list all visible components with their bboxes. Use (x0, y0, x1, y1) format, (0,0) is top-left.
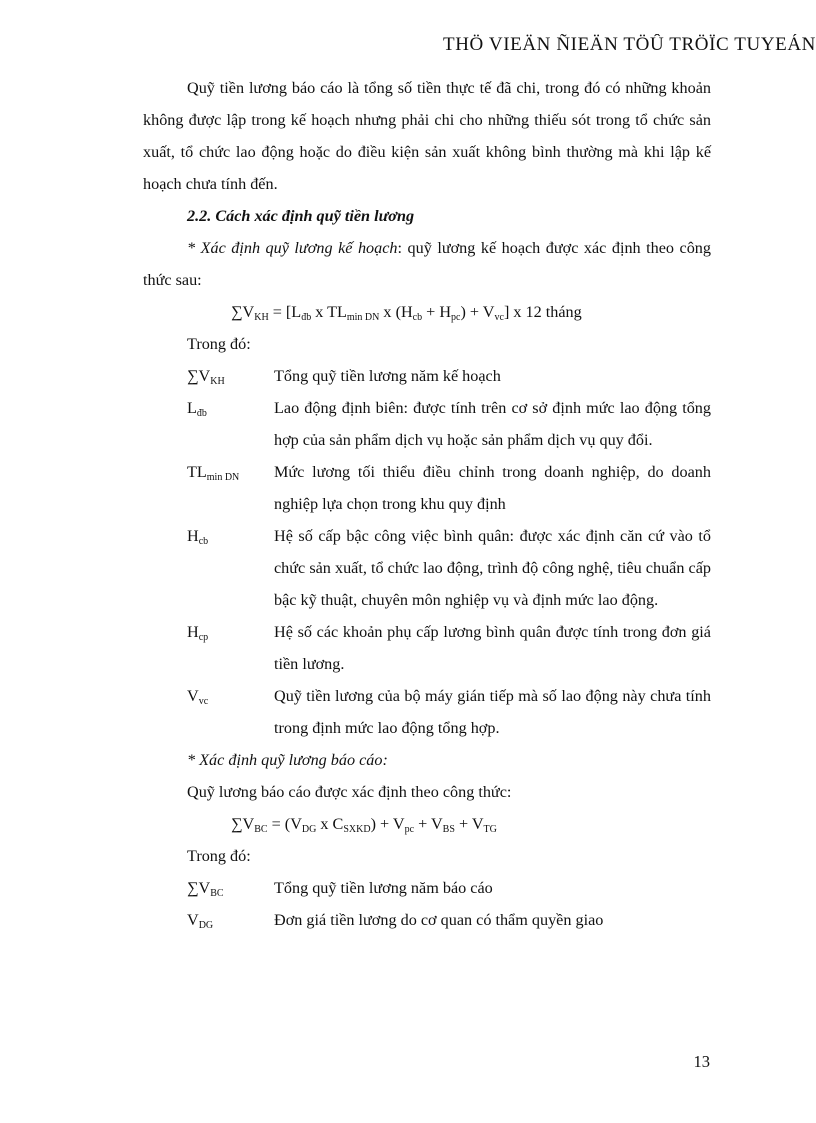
definition-row (143, 680, 711, 744)
definition-desc: Đơn giá tiền lương do cơ quan có thẩm quyền giao (274, 911, 604, 929)
definition-desc: Hệ số các khoản phụ cấp lương bình quân được tính trong đơn giá tiền lương. (274, 623, 711, 673)
definition-desc: Quỹ tiền lương của bộ máy gián tiếp mà số lao động này chưa tính trong định mức lao động tổng hợp. (274, 687, 711, 737)
definition-term: $V_{DG}$ (187, 911, 214, 931)
document-body (143, 72, 711, 936)
definition-desc: Tổng quỹ tiền lương năm báo cáo (274, 879, 493, 897)
definition-row (143, 360, 711, 392)
definition-term: $V_{vc}$ (187, 687, 209, 707)
definition-row (143, 872, 711, 904)
report-where: Trong đó: (187, 847, 251, 865)
report-intro: * Xác định quỹ lương báo cáo: (187, 751, 388, 769)
definition-row (143, 904, 711, 936)
definition-desc: Tổng quỹ tiền lương năm kế hoạch (274, 367, 501, 385)
definition-term: $H_{cb}$ (187, 527, 209, 547)
page-number: 13 (693, 1052, 710, 1071)
definition-row (143, 392, 711, 456)
definition-row (143, 520, 711, 616)
definition-desc: Mức lương tối thiểu điều chỉnh trong doanh nghiệp, do doanh nghiệp lựa chọn trong khu quy định (274, 463, 711, 513)
plan-formula: $\sum V_{KH} = [L_{đb}$ x $TL_{min DN}$ x $(H_{cb} + H_{pc}) + V_{vc}$] x 12 tháng (231, 303, 582, 323)
plan-intro (143, 232, 711, 296)
definition-term: $L_{đb}$ (187, 399, 207, 419)
plan-intro-label: * Xác định quỹ lương kế hoạch (187, 239, 398, 257)
definition-row (143, 616, 711, 680)
report-formula: $\sum V_{BC} = (V_{DG}$ x $C_{SXKD}) + V_{pc} + V_{BS} + V_{TG}$ (231, 815, 497, 835)
section-heading: 2.2. Cách xác định quỹ tiền lương (187, 207, 415, 225)
paragraph-report-fund: Quỹ tiền lương báo cáo là tổng số tiền thực tế đã chi, trong đó có những khoản không được lập trong kế hoạch nhưng phải chi cho những thiếu sót trong tổ chức sản xuất, tổ chức lao động hoặc do điều kiện sản xuất không bình thường mà khi lập kế hoạch chưa tính đến. (143, 79, 711, 193)
page-header: THÖ VIEÄN ÑIEÄN TÖÛ TRÖÏC TUYEÁN (443, 34, 816, 55)
plan-intro-text: : quỹ lương kế hoạch được xác định theo công thức sau: (143, 239, 711, 289)
definition-row (143, 456, 711, 520)
definition-term: $TL_{min DN}$ (187, 463, 240, 483)
definition-term: $\sum V_{KH}$ (187, 367, 225, 387)
plan-where: Trong đó: (187, 335, 251, 353)
definition-desc: Lao động định biên: được tính trên cơ sở định mức lao động tổng hợp của sản phẩm dịch vụ hoặc sản phẩm dịch vụ quy đổi. (274, 399, 711, 449)
definition-term: $\sum V_{BC}$ (187, 879, 224, 899)
definition-term: $H_{cp}$ (187, 623, 209, 643)
definition-desc: Hệ số cấp bậc công việc bình quân: được xác định căn cứ vào tổ chức sản xuất, tổ chức lao động, trình độ công nghệ, tiêu chuẩn cấp bậc kỹ thuật, chuyên môn nghiệp vụ và định mức lao động. (274, 527, 711, 609)
report-line: Quỹ lương báo cáo được xác định theo công thức: (187, 783, 512, 801)
